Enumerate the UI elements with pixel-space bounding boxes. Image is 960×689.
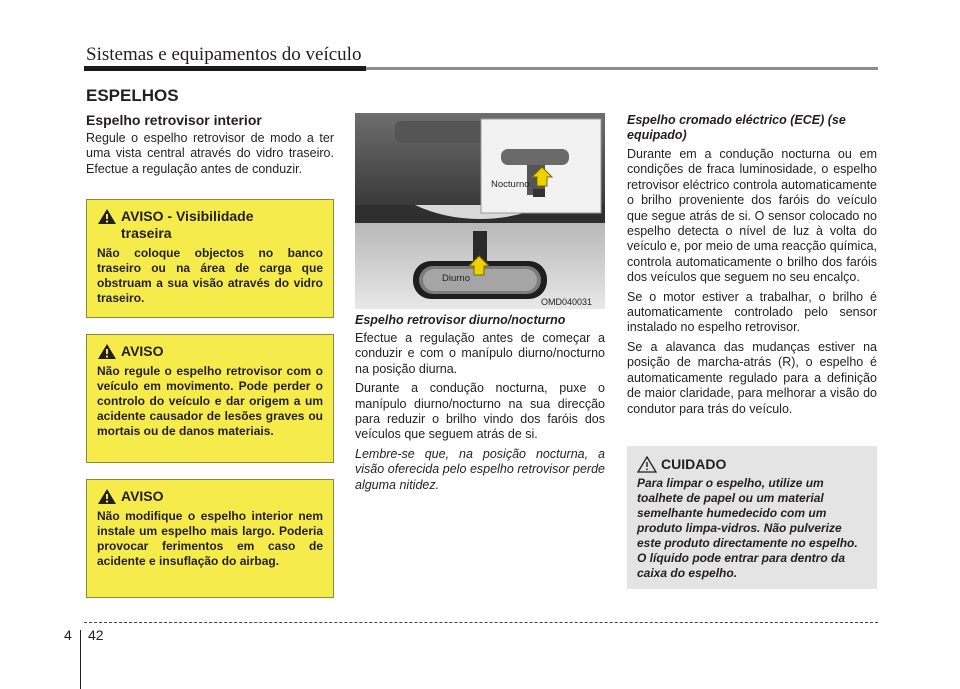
paragraph-day-night-1: Efectue a regulação antes de começar a conduzir e com o manípulo diurno/nocturno na posição diurna.: [355, 331, 605, 376]
warning-box-adjust: [86, 334, 334, 463]
page-number: 42: [88, 627, 104, 643]
paragraph-ece-3: Se a alavanca das mudanças estiver na posição de marcha-atrás (R), o espelho é automaticamente regulado para a definição de maior claridade, para melhorar a visão do condutor para trás do veículo.: [627, 339, 877, 416]
caution-header: [637, 456, 867, 473]
col3-content: [627, 113, 877, 417]
paragraph-day-night-2: Durante a condução nocturna, puxe o manípulo diurno/nocturno na sua direcção para reduzir o brilho vindo dos faróis dos veículos que seguem atrás de si.: [355, 381, 605, 442]
chapter-title: Sistemas e equipamentos do veículo: [86, 44, 362, 65]
subtitle-day-night: Espelho retrovisor diurno/nocturno: [355, 313, 566, 327]
warning-triangle-icon: [97, 208, 117, 225]
footer-dashed-rule: [84, 622, 878, 623]
rearview-mirror-illustration: [355, 113, 605, 309]
paragraph-interior-mirror: Regule o espelho retrovisor de modo a ter uma vista central através do vidro traseiro. Efectue a regulação antes de conduzir.: [86, 131, 334, 176]
warning-box-visibility: [86, 199, 334, 318]
warning-header: [97, 208, 323, 242]
warning-box-modify: [86, 479, 334, 598]
footer-vertical-rule: [80, 630, 81, 689]
col2-content: [355, 313, 605, 493]
subtitle-interior-mirror: Espelho retrovisor interior: [86, 112, 262, 128]
mirror-photo: [355, 113, 605, 309]
warning-header: [97, 488, 323, 505]
warning-title: AVISO: [121, 343, 164, 359]
subtitle-ece: Espelho cromado eléctrico (ECE) (se equipado): [627, 113, 846, 142]
paragraph-ece-2: Se o motor estiver a trabalhar, o brilho é automaticamente controlado pelo sensor instalado no espelho retrovisor.: [627, 289, 877, 335]
warning-title: AVISO: [121, 488, 164, 504]
warning-title: AVISO - Visibilidade traseira: [121, 208, 254, 241]
figure-code: OMD040031: [541, 297, 593, 307]
label-day: Diurno: [442, 273, 470, 284]
warning-header: [97, 343, 323, 360]
warning-text: Não regule o espelho retrovisor com o veículo em movimento. Pode perder o controlo do veículo e dar origem a um acidente causador de lesões graves ou mortais ou de danos materiais.: [97, 364, 323, 438]
warning-triangle-icon: [97, 488, 117, 505]
label-night: Nocturno: [491, 179, 530, 190]
header-rule-accent: [84, 66, 366, 71]
caution-text: Para limpar o espelho, utilize um toalhete de papel ou um material semelhante humedecido com um produto limpa-vidros. Não pulverize este produto directamente no espelho. O líquido pode entrar para dentro da caixa do espelho.: [637, 476, 858, 580]
section-title: ESPELHOS: [86, 86, 179, 105]
paragraph-ece-1: Durante em a condução nocturna ou em condições de fraca luminosidade, o espelho retrovisor eléctrico controla automaticamente o brilho proveniente dos faróis do veículo que segue atrás de si. O sensor colocado no espelho detecta o nível de luz à volta do veículo e, por meio de uma reacção química, controla automaticamente o brilho dos faróis dos veículos que seguem no seu encalço.: [627, 147, 877, 285]
note-day-night: Lembre-se que, na posição nocturna, a visão oferecida pelo espelho retrovisor perde alguma nitidez.: [355, 446, 605, 492]
warning-text: Não coloque objectos no banco traseiro ou na área de carga que obstruam a sua visão através do vidro traseiro.: [97, 246, 323, 305]
caution-triangle-icon: [637, 456, 657, 473]
caution-box: [627, 446, 877, 589]
warning-triangle-icon: [97, 343, 117, 360]
chapter-number: 4: [64, 627, 72, 643]
caution-title: CUIDADO: [661, 456, 727, 472]
warning-text: Não modifique o espelho interior nem instale um espelho mais largo. Poderia provocar ferimentos em caso de acidente e insuflação do airbag.: [97, 509, 323, 568]
